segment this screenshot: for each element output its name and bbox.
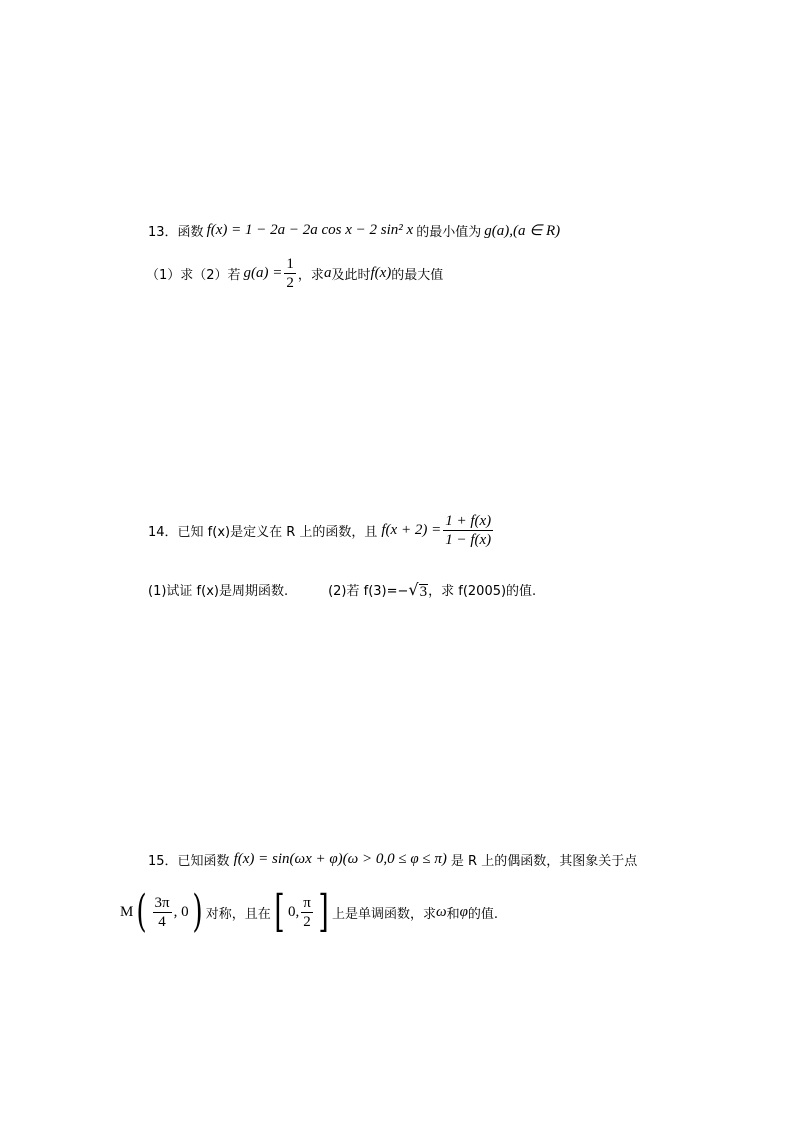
problem-15-line2-text-d: 的值. (467, 906, 499, 922)
problem-13-var-a: a (323, 265, 332, 281)
problem-15-fraction-3pi-4 (153, 895, 172, 930)
problem-15-line2-text-b: 上是单调函数，求 (331, 906, 436, 922)
problem-13-line2-text-c: 及此时 (331, 268, 371, 283)
problem-13-formula: f(x) = 1 − 2a − 2a cos x − 2 sin² x (206, 222, 414, 238)
problem-14-line-2 (148, 580, 536, 599)
problem-13-text-a: 函数 (177, 225, 204, 240)
problem-13-ga: g(a) = (243, 265, 283, 281)
problem-13-fraction (284, 256, 296, 291)
problem-15-line-1 (148, 850, 637, 869)
problem-13-line2-text-a: （1）求（2）若 (146, 268, 241, 283)
problem-15-number: 15． (148, 854, 178, 869)
problem-15-fraction-pi-2 (301, 895, 313, 930)
fraction-numerator: 1 (286, 256, 294, 272)
problem-15-text-a: 已知函数 (177, 854, 230, 869)
problem-13-number: 13． (148, 225, 178, 240)
right-paren: ) (192, 886, 203, 937)
problem-13-fx: f(x) (370, 265, 392, 281)
fraction-numerator: 1 + f(x) (445, 513, 492, 529)
fraction-denominator: 1 − f(x) (445, 532, 492, 548)
fraction-denominator: 2 (303, 913, 311, 930)
problem-13-line2-text-d: 的最大值 (391, 268, 444, 283)
problem-14-part-1: (1)试证 f(x)是周期函数. (148, 584, 289, 599)
problem-13-text-b: 的最小值为 (416, 225, 482, 240)
right-bracket: ] (318, 886, 329, 937)
sqrt-symbol: √ 3 (408, 580, 428, 600)
problem-14-number: 14． (148, 525, 178, 540)
problem-14-part-2a: (2)若 f(3)=− (328, 584, 409, 599)
problem-13-line-1 (148, 221, 560, 240)
problem-15-text-b: 是 R 上的偶函数，其图象关于点 (450, 854, 638, 869)
fraction-numerator: π (303, 894, 311, 911)
problem-15-line-2 (120, 886, 499, 937)
problem-14-fraction (443, 513, 493, 548)
problem-14-line-1 (148, 513, 495, 548)
problem-14-part-2b: ，求 f(2005)的值. (428, 584, 537, 599)
fraction-denominator: 2 (286, 275, 294, 291)
phi-symbol: φ (459, 903, 468, 920)
problem-14-text-a: 已知 f(x)是定义在 R 上的函数，且 (177, 525, 378, 540)
left-bracket: [ (274, 886, 285, 937)
problem-15-line2-text-c: 和 (446, 906, 460, 922)
interval-start: 0, (287, 903, 300, 920)
point-y-coordinate: , 0 (173, 903, 189, 920)
fraction-denominator: 4 (158, 913, 166, 930)
problem-14-lhs: f(x + 2) = (381, 522, 442, 538)
point-label-m: M (120, 903, 134, 920)
left-paren: ( (136, 886, 148, 937)
problem-15-formula: f(x) = sin(ωx + φ)(ω > 0,0 ≤ φ ≤ π) (233, 851, 447, 867)
problem-15-line2-text-a: 对称，且在 (205, 906, 271, 922)
omega-symbol: ω (435, 903, 447, 920)
fraction-numerator: 3π (154, 894, 170, 911)
problem-13-tail: g(a),(a ∈ R) (484, 223, 561, 239)
problem-13-line-2 (146, 256, 443, 291)
sqrt-content: 3 (419, 584, 428, 600)
problem-13-line2-text-b: ，求 (297, 268, 324, 283)
